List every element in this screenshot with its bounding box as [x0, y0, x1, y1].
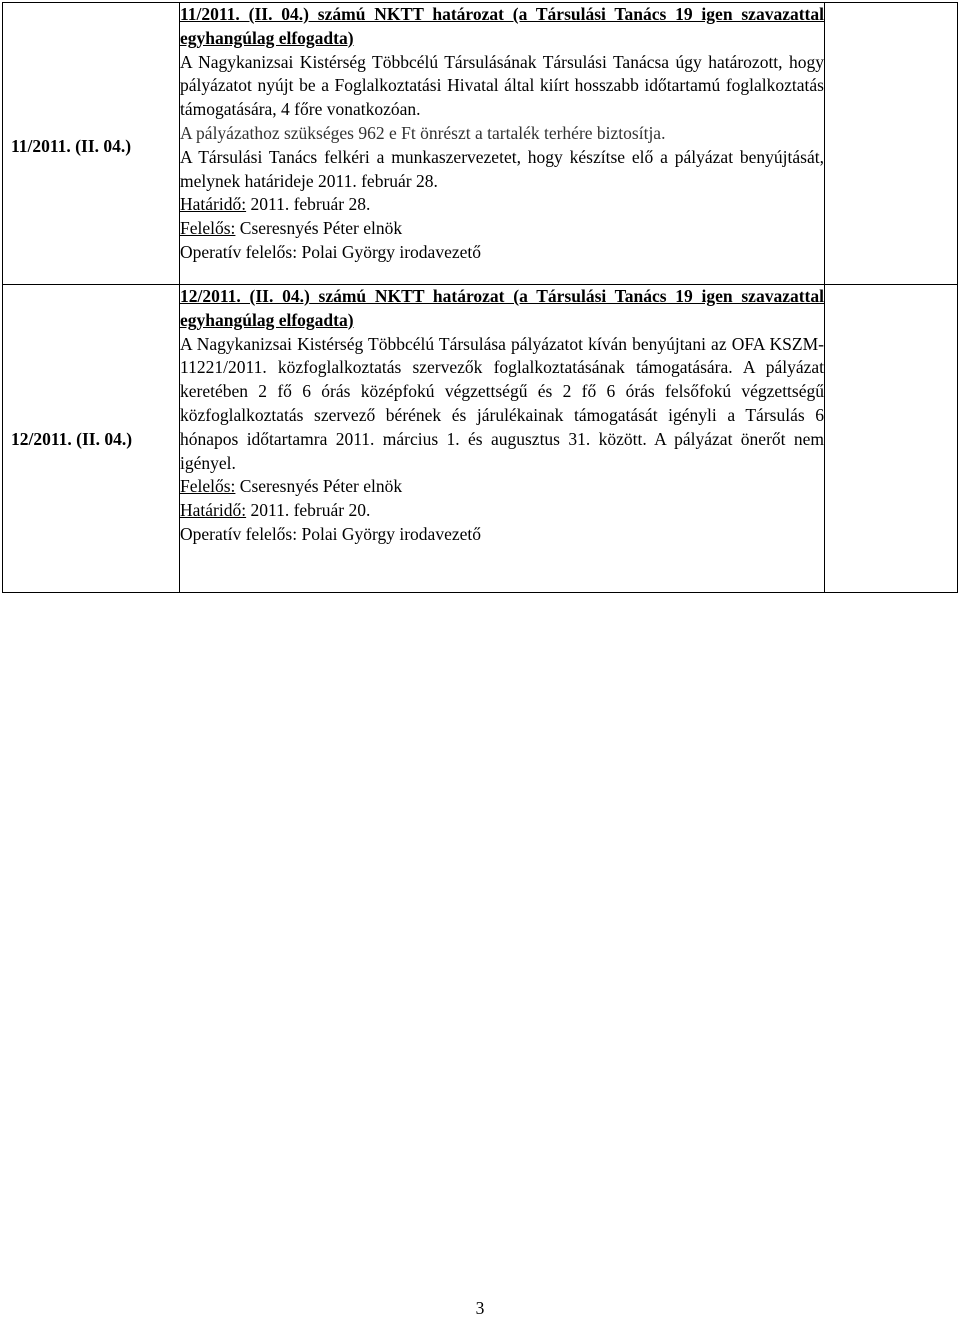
resolution-number-cell — [3, 285, 180, 593]
resolution-text — [180, 285, 824, 547]
resolution-heading: 11/2011. (II. 04.) számú NKTT határozat (a Társulási Tanács 19 igen szavazattal egyhangúlag elfogadta) — [180, 4, 824, 48]
resolution-body — [180, 285, 825, 593]
resolution-paragraph: A pályázathoz szükséges 962 e Ft önrészt a tartalék terhére biztosítja. — [180, 122, 666, 143]
operative-responsible-field: Operatív felelős: Polai György irodavezető — [180, 523, 481, 544]
page-number: 3 — [475, 1298, 485, 1318]
resolution-body — [180, 3, 825, 285]
deadline-field: Határidő: 2011. február 28. — [180, 194, 371, 215]
empty-cell — [825, 3, 958, 285]
resolution-heading: 12/2011. (II. 04.) számú NKTT határozat (a Társulási Tanács 19 igen szavazattal egyhangúlag elfogadta) — [180, 286, 824, 330]
operative-responsible-field: Operatív felelős: Polai György irodavezető — [180, 241, 481, 262]
resolutions-table — [2, 2, 958, 593]
resolution-paragraph: A Nagykanizsai Kistérség Többcélú Társulásának Társulási Tanácsa úgy határozott, hogy pályázatot nyújt be a Foglalkoztatási Hivatal által kiírt hosszabb időtartamú foglalkoztatás támogatására, 4 főre vonatkozóan. — [180, 51, 824, 120]
empty-cell — [825, 285, 958, 593]
resolution-text — [180, 3, 824, 265]
responsible-field: Felelős: Cseresnyés Péter elnök — [180, 476, 403, 497]
resolution-number-cell — [3, 3, 180, 285]
resolution-number: 12/2011. (II. 04.) — [11, 429, 133, 449]
resolution-paragraph: A Társulási Tanács felkéri a munkaszervezetet, hogy készítse elő a pályázat benyújtását, melynek határideje 2011. február 28. — [180, 146, 824, 191]
resolution-paragraph: A Nagykanizsai Kistérség Többcélú Társulása pályázatot kíván benyújtani az OFA KSZM-11221/2011. közfoglalkoztatás szervezők foglalkoztatásának támogatására. A pályázat keretében 2 fő 6 órás középfokú végzettségű és 2 fő 6 órás felsőfokú végzettségű közfoglalkoztatás szervező bérének és járulékainak támogatását igényli a Társulás 6 hónapos időtartamra 2011. március 1. és augusztus 31. között. A pályázat önerőt nem igényel. — [180, 333, 824, 473]
resolution-row — [3, 285, 958, 593]
deadline-field: Határidő: 2011. február 20. — [180, 500, 371, 521]
resolution-row — [3, 3, 958, 285]
resolution-number: 11/2011. (II. 04.) — [11, 136, 132, 156]
responsible-field: Felelős: Cseresnyés Péter elnök — [180, 218, 403, 239]
